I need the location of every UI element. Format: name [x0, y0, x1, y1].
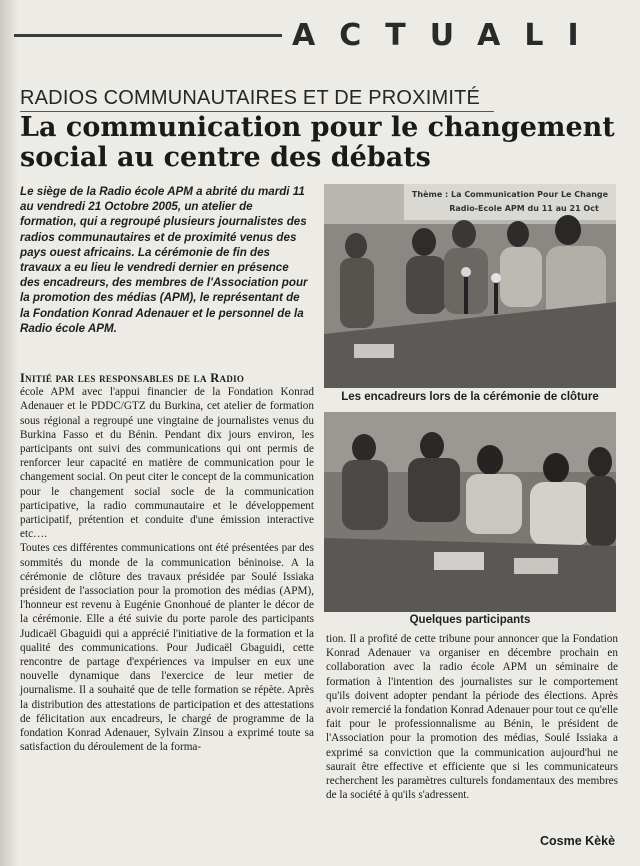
- banner-line-2: Radio-Ecole APM du 11 au 21 Oct: [449, 204, 599, 213]
- article-lede: Le siège de la Radio école APM a abrité du mardi 11 au vendredi 21 Octobre 2005, un atelier de formation, qui a regroupé plusieurs journalistes des radios communautaires et de proximité venus des pays ouest africains. La cérémonie de fin des travaux a eu lieu le vendredi dernier en présence des encadreurs, des membres de l'Association pour la promotion des médias (APM), le représentant de la Fondation Konrad Adenauer et le personnel de la Radio école APM.: [20, 185, 308, 335]
- article-subhead: Initié par les responsables de la Radio: [20, 371, 245, 385]
- banner-line-1: Thème : La Communication Pour Le Change: [411, 190, 609, 199]
- photo-encadreurs-image: [324, 184, 616, 388]
- article-column-right: [326, 632, 618, 802]
- article-column-left: [20, 371, 314, 754]
- article-paragraph-2: Toutes ces différentes communications ont été présentées par des sommités du monde de la communication béninoise. A la cérémonie de clôture des travaux présidée par Soulé Issiaka président de l'association pour la promotion des médias (APM), l'honneur est revenu à Eugénie Gnonhoué de planter le décor de la cérémonie. Elle a été suivie du porte parole des participants Judicaël Gbaguidi qui a apprécié l'initiative de la formation et la qualité des communications. Pour Judicaël Gbaguidi, cette rencontre de partage d'expériences va impulser en eux une nouvelle dynamique dans l'exercice de leur metier de journalisme. Il a souhaité que de telle formation se répète. Après la distribution des attestations de participation et des attestations de félicitation aux encadreurs, le chargé de programme de la fondation Konrad Adenauer, Sylvain Zinsou a exprimé toute sa satisfaction du déroulement de la forma-: [20, 542, 314, 754]
- section-title: ACTUALI: [292, 18, 603, 53]
- section-rule: [14, 34, 282, 37]
- photo-encadreurs: [324, 184, 616, 388]
- photo-caption-encadreurs: Les encadreurs lors de la cérémonie de clôture: [341, 391, 599, 403]
- article-headline: La communication pour le changement social au centre des débats: [20, 112, 615, 173]
- article-paragraph-3: tion. Il a profité de cette tribune pour annoncer que la Fondation Konrad Adenauer va organiser en décembre prochain en collaboration avec la radio école APM un séminaire de formation à l'intention des journalistes sur le comportement qu'ils doivent adopter pendant la période des élections. Après avoir remercié la fondation Konrad Adenauer pour tout ce qu'elle fait pour le professionnalisme au Bénin, le président de l'Association pour la promotion des médias, Soulé Issiaka a exprimé sa conviction que la communication aujourd'hui ne saurait être effective et efficiente que si les communicateurs recherchent les paramètres culturels fondamentaux des membres de la société à qu'ils s'adressent.: [326, 633, 618, 802]
- article-paragraph-1: école APM avec l'appui financier de la Fondation Konrad Adenauer et le PDDC/GTZ du Burkina, cet atelier de formation sous régional a regroupé une vingtaine de journalistes venus du Burkina Fasso et du Bénin. Pendant dix jours environ, les participants ont suivi des communications qui ont permis de renforcer leur capacité en matière de communication pour le changement social. On peut citer le concept de la communication pour le changement social socle de la communication participative, la radio communautaire et le développement participatif, prétention et conduite d'une émission interactive etc….: [20, 386, 314, 541]
- article-byline: Cosme Kèkè: [540, 834, 616, 848]
- photo-participants-image: [324, 412, 616, 612]
- photo-caption-participants: Quelques participants: [409, 614, 531, 626]
- photo-participants: [324, 412, 616, 612]
- article-kicker: RADIOS COMMUNAUTAIRES ET DE PROXIMITÉ: [20, 87, 481, 109]
- page-fold-shadow: [0, 0, 18, 866]
